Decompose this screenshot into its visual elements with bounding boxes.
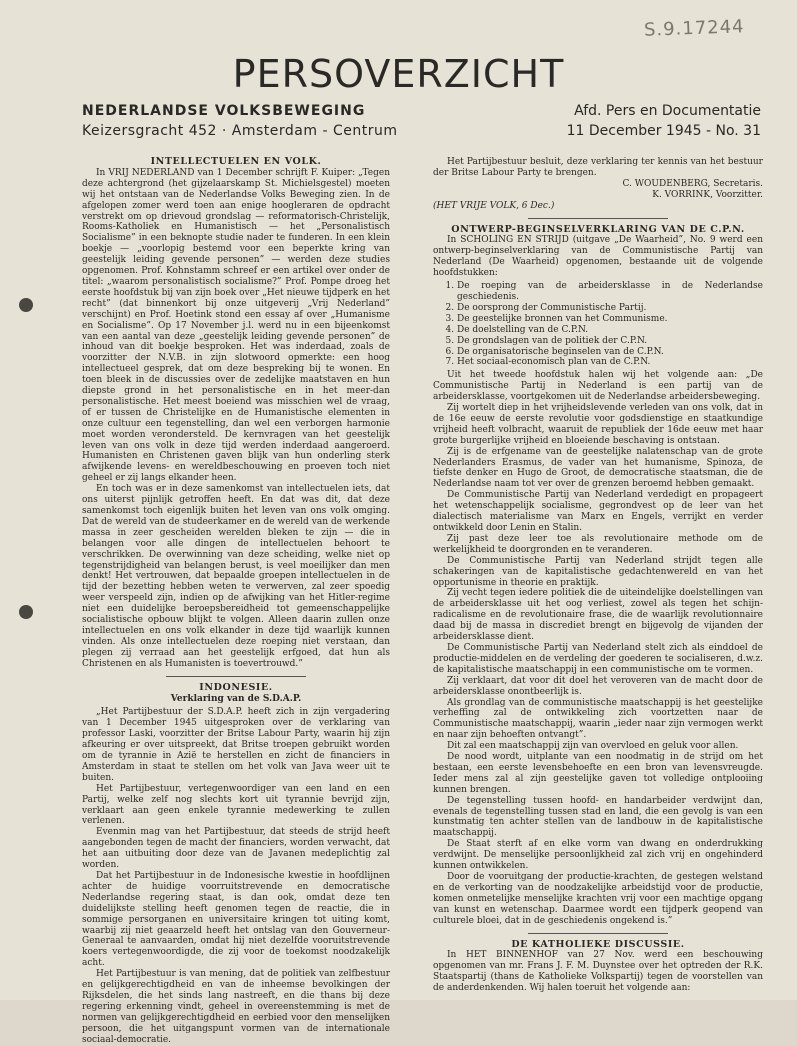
article-paragraph: Het Partijbestuur is van mening, dat de politiek van zelfbestuur en gelijkgerechtigdheid en van de inheemse bevolkingen der Rijksdelen, die het sinds lang nastreeft, en die thans bij deze regering erkenning vindt, geheel in overeenstemming is met de normen van gelijkgerechtigdheid en eerbied voor den menselijken persoon, die het uitgangspunt vormen van de internationale sociaal-democratie.: [82, 969, 390, 1045]
article-paragraph: De Staat sterft af en elke vorm van dwang en onderdrukking verdwijnt. De menselijke persoonlijkheid zal zich vrij en ongehinderd kunnen ontwikkelen.: [433, 839, 763, 872]
handwritten-archive-number: S.9.17244: [644, 16, 746, 41]
list-item: 2. De oorsprong der Communistische Partij.: [457, 303, 763, 314]
article-paragraph: Zij is de erfgename van de geestelijke nalatenschap van de grote Nederlanders Erasmus, de vader van het humanisme, Spinoza, de tiefste denker en Hugo de Groot, de democratische staatsman, die de Nederlandse naam tot ver over de grenzen beroemd hebben gemaakt.: [433, 446, 763, 490]
section-heading-cpn: ONTWERP-BEGINSELVERKLARING VAN DE C.P.N.: [451, 223, 745, 235]
article-paragraph: Evenmin mag van het Partijbestuur, dat steeds de strijd heeft aangebonden tegen de macht der financiers, worden verwacht, dat het aan uitbuiting door deze van de Javanen medeplichtig zal worden.: [82, 827, 390, 871]
article-paragraph: Als grondlag van de communistische maatschappij is het geestelijke verheffing zal de ontwikkeling zich voortzetten naar de Communistische maatschappij, waarin „ieder naar zijn vermogen werkt en naar zijn behoeften ontvangt”.: [433, 697, 763, 741]
article-paragraph: Dat het Partijbestuur in de Indonesische kwestie in hoofdlijnen achter de huidige voorruitstrevende en democratische Nederlandse regering staat, is dan ook, omdat deze ten duidelijkste stelling heeft genomen tegen de reactie, die in sommige persorganen en universitaire kringen tot uiting komt, waarbij zij niet geaarzeld heeft het ontslag van den Gouverneur-Generaal te aanvaarden, omdat hij niet dezelfde vooruitstrevende koers vertegenwoordigde, die zij voor de toekomst noodzakelijk acht.: [82, 871, 390, 969]
article-paragraph: In HET BINNENHOF van 27 Nov. werd een beschouwing opgenomen van mr. Frans J. F. M. Duynstee over het optreden der R.K. Staatspartij (thans de Katholieke Volkspartij) tegen de voorstellen van de anderdenkenden. Wij halen toeruit het volgende aan:: [433, 950, 763, 994]
signature-chairman: K. VORRINK, Voorzitter.: [652, 189, 763, 200]
list-item: 3. De geestelijke bronnen van het Communisme.: [457, 314, 763, 325]
source-citation: (HET VRIJE VOLK, 6 Dec.): [433, 200, 555, 211]
article-paragraph: De nood wordt, uitplante van een noodmatig in de strijd om het bestaan, een eerste levensbehoefte en een bron van levensvreugde. Ieder mens zal al zijn geestelijke gaven tot volledige ontplooiing kunnen brengen.: [433, 752, 763, 795]
section-heading-indonesie: INDONESIE.: [199, 681, 273, 693]
article-paragraph: In VRIJ NEDERLAND van 1 December schrijft F. Kuiper: „Tegen deze achtergrond (het gijzelaarskamp St. Michielsgestel) moeten wij het ontstaan van de Nederlandse Volks Beweging zien. In de afgelopen zomer werd toen aan enige hoogleraren de opdracht verstrekt om op drievoud grondslag — reformatorisch-Christelijk, Rooms-Katholiek en Humanistisch — het „Personalistisch Socialisme” in een beknopte studie nader te funderen. In een klein boekje — „voorlopig bestemd voor een beperkte kring van geestelijk leiding gevende personen” — werden deze studies opgenomen. Prof. Kohnstamm schreef er een artikel over onder de titel: „waarom personalistisch socialisme?” Prof. Pompe droeg het eerste hoofdstuk bij van zijn boek over „Het nieuwe tijdperk en het recht” (dat binnenkort bij onze uitgeverij „Vrij Nederland” verschijnt) en Prof. Hoetink stond een essay af over „Humanisme en Socialisme”. Op 17 November j.l. werd nu in een bijeenkomst van een aantal van deze „geestelijk leiding gevende personen” de inhoud van dit boekje besproken. Het was inderdaad, zoals de voorzitter der N.V.B. in zijn slotwoord opmerkte: een hoog intellectueel gesprek, dat om deze bespreking bij te wonen. En toen bleek in de discussies over de zedelijke maatstaven en hun diepste grond in het personalistische en in het meer-dan personalistische. Het meest boeiend was misschien wel de vraag, of er tussen de Christelijke en de Humanistische elementen in onze cultuur een tegenstelling, dan wel een verborgen harmonie moet worden verondersteld. De kernvragen van het geestelijk leven van ons volk in deze tijd werden inderdaad aangeroerd. Humanisten en Christenen gaven blijk van hun onderling sterk afwijkende levens- en wereldbeschouwing en proeven toch niet geheel er zij langs elkander heen.: [82, 167, 390, 484]
organization-name: NEDERLANDSE VOLKSBEWEGING: [82, 103, 366, 119]
list-item: 4. De doelstelling van de C.P.N.: [457, 325, 763, 336]
article-paragraph: Zij vecht tegen iedere politiek die de uiteindelijke doelstellingen van de arbeidersklasse uit het oog verliest, zowel als tegen het schijn-radicalisme en de revolutionaire frase, die de waarlijk revolutionnaire daad bij de massa in discrediet brengt en bijgevolg de vijanden der arbeidersklasse dient.: [433, 588, 763, 643]
punch-hole: [19, 605, 33, 619]
section-heading-intellectuelen: INTELLECTUELEN EN VOLK.: [150, 156, 322, 167]
left-column: [82, 157, 390, 1046]
chapter-list: [433, 281, 763, 368]
section-divider: [528, 933, 668, 934]
signature-secretary: C. WOUDENBERG, Secretaris.: [622, 178, 763, 189]
organization-block: [82, 101, 398, 141]
section-divider: [166, 676, 306, 677]
article-paragraph: Het Partijbestuur besluit, deze verklaring ter kennis van het bestuur der Britse Labour Party te brengen.: [433, 157, 763, 178]
list-item: 5. De grondslagen van de politiek der C.P.N.: [457, 336, 763, 347]
department-name: Afd. Pers en Documentatie: [574, 103, 761, 119]
article-paragraph: Dit zal een maatschappij zijn van overvloed en geluk voor allen.: [447, 741, 739, 752]
organization-address: Keizersgracht 452 · Amsterdam - Centrum: [82, 123, 398, 139]
list-item: 1. De roeping van de arbeidersklasse in de Nederlandse geschiedenis.: [457, 281, 763, 303]
article-paragraph: Het Partijbestuur, vertegenwoordiger van een land en een Partij, welke zelf nog slechts kort uit tyrannie bevrijd zijn, verklaart aan geen enkele tyrannie medewerking te zullen verlenen.: [82, 783, 390, 827]
article-paragraph: Zij past deze leer toe als revolutionaire methode om de werkelijkheid te doorgronden en te veranderen.: [433, 533, 763, 555]
article-paragraph: De tegenstelling tussen hoofd- en handarbeider verdwijnt dan, evenals de tegenstelling tussen stad en land, die een gevolg is van een kunstmatig ten achter stellen van de landbouw in de kapitalistische maatschappij.: [433, 795, 763, 839]
article-paragraph: Zij verklaart, dat voor dit doel het veroveren van de macht door de arbeidersklasse onontbeerlijk is.: [433, 675, 763, 697]
article-paragraph: In SCHOLING EN STRIJD (uitgave „De Waarheid”, No. 9 werd een ontwerp-beginselverklaring van de Communistische Partij van Nederland (De Waarheid) opgenomen, bestaande uit de volgende hoofdstukken:: [433, 235, 763, 279]
punch-hole: [19, 298, 33, 312]
right-column: [433, 157, 763, 994]
article-paragraph: De Communistische Partij van Nederland strijdt tegen alle schakeringen van de kapitalistische gedachtenwereld en van het opportunisme in theorie en praktijk.: [433, 555, 763, 588]
list-item: 7. Het sociaal-economisch plan van de C.P.N.: [457, 357, 763, 368]
article-paragraph: En toch was er in deze samenkomst van intellectuelen iets, dat ons uiterst pijnlijk getroffen heeft. En dat was dit, dat deze samenkomst toch eigenlijk buiten het leven van ons volk omging. Dat de wereld van de studeerkamer en de wereld van de werkende massa in zeer gescheiden werelden bleken te zijn — die in belangen voor alle dingen de intellectuelen behoort te verschrikken. De overwinning van deze scheiding, welke niet op tegenstrijdigheid van belangen berust, is veel moeilijker dan men denkt! Het vertrouwen, dat bepaalde groepen intellectuelen in de tijd der bezetting hebben weten te verwerven, zal zeer spoedig weer verspeeld zijn, indien op de afwijking van het Hitler-regime niet een duidelijke beroepsbereidheid tot gemeenschappelijke socialistische opbouw blijkt te volgen. Alleen daarin zullen onze intellectuelen en ons volk elkander in deze tijd waarlijk kunnen vinden. Als onze intellectuelen deze roeping niet verstaan, dan plegen zij verraad aan het geestelijk erfgoed, dat hun als Christenen en als Humanisten is toevertrouwd.”: [82, 484, 390, 669]
article-paragraph: De Communistische Partij van Nederland stelt zich als einddoel de productie-middelen en de verdeling der goederen te socialiseren, d.w.z. de kapitalistische maatschappij in een communistische om te vormen.: [433, 642, 763, 675]
issue-date-number: 11 December 1945 - No. 31: [566, 123, 761, 139]
article-paragraph: Uit het tweede hoofdstuk halen wij het volgende aan: „De Communistische Partij in Nederland is een partij van de arbeidersklasse, voortgekomen uit de Nederlandse arbeidersbeweging.: [433, 370, 763, 403]
article-paragraph: Door de vooruitgang der productie-krachten, de gestegen welstand en de verkorting van de noodzakelijke arbeidstijd voor de productie, komen onmetelijke menselijke krachten vrij voor een machtige opgang van kunst en wetenschap. Daarmee wordt een tijdperk geopend van culturele bloei, dat in de geschiedenis ongekend is.”: [433, 872, 763, 926]
page-title: PERSOVERZICHT: [232, 52, 565, 96]
section-heading-katholieke: DE KATHOLIEKE DISCUSSIE.: [511, 938, 685, 950]
section-divider: [528, 218, 668, 219]
section-subheading: Verklaring van de S.D.A.P.: [170, 693, 302, 704]
article-paragraph: Zij wortelt diep in het vrijheidslevende verleden van ons volk, dat in de 16e eeuw de eerste revolutie voor godsdienstige en staatkundige vrijheid heeft volbracht, waaruit de republiek der 16de eeuw met haar grote burgerlijke vrijheid en bloeiende beschaving is ontstaan.: [433, 403, 763, 446]
list-item: 6. De organisatorische beginselen van de C.P.N.: [457, 347, 763, 358]
article-paragraph: De Communistische Partij van Nederland verdedigt en propageert het wetenschappelijk socialisme, gegrondvest op de leer van het dialectisch materialisme van Marx en Engels, verrijkt en verder ontwikkeld door Lenin en Stalin.: [433, 490, 763, 533]
department-block: [567, 101, 761, 141]
article-paragraph: „Het Partijbestuur der S.D.A.P. heeft zich in zijn vergadering van 1 December 1945 uitgesproken over de verklaring van professor Laski, voorzitter der Britse Labour Party, waarin hij zijn afkeuring er over uitspreekt, dat Britse troepen gebruikt worden om de tyrannie in Azië te herstellen en zicht de financiers in Amsterdam in staat te stellen om het volk van Java weer uit te buiten.: [82, 707, 390, 783]
